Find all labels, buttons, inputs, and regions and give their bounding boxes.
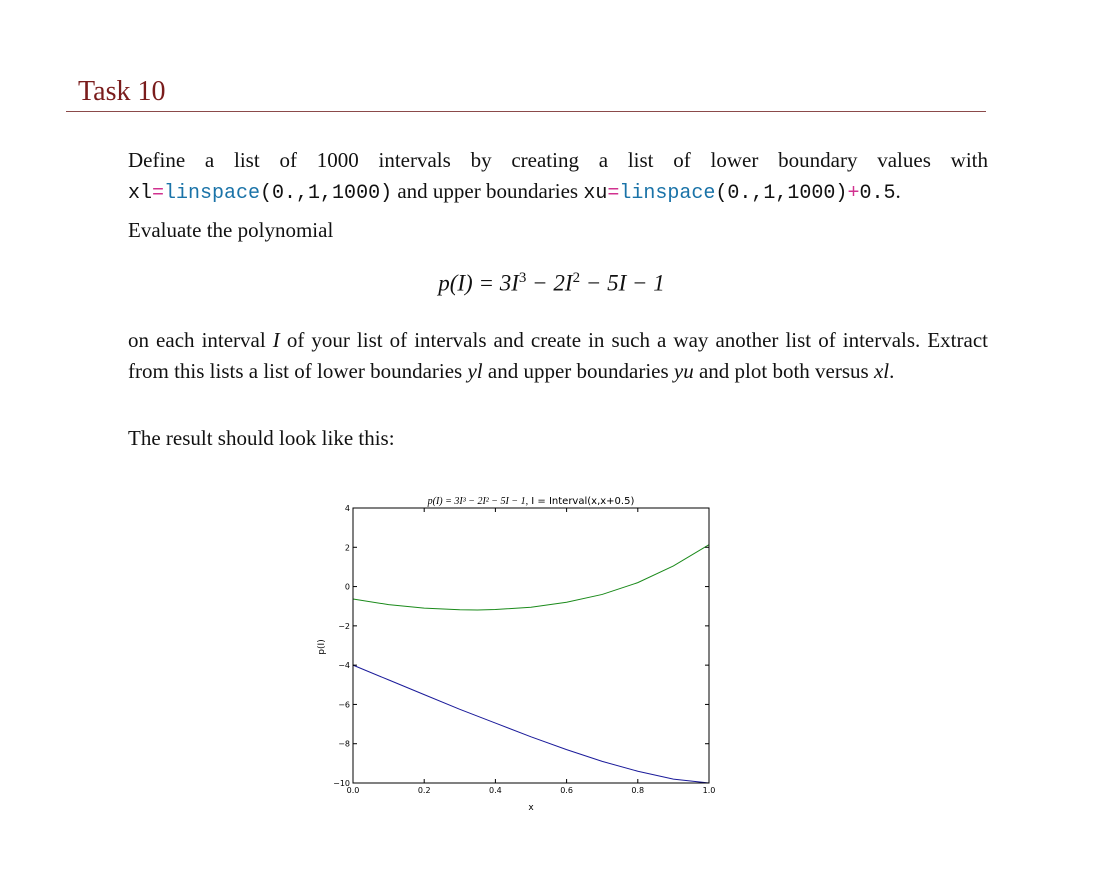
polynomial-formula bbox=[0, 270, 1103, 297]
plot-frame bbox=[353, 508, 709, 783]
y-tick-label: −2 bbox=[338, 621, 350, 631]
paragraph-each-interval bbox=[128, 325, 988, 387]
code-args: (0.,1,1000) bbox=[260, 182, 393, 205]
polynomial-chart bbox=[300, 490, 740, 820]
paragraph-text: of your list of intervals and create in such a way another list of intervals. Extract from this lists a list of lower boundaries bbox=[128, 328, 988, 383]
code-operator: = bbox=[152, 182, 165, 205]
x-tick-label: 0.6 bbox=[560, 786, 573, 795]
title-divider bbox=[66, 111, 986, 112]
y-tick-label: −10 bbox=[333, 779, 350, 788]
series-line-1 bbox=[353, 545, 709, 610]
paragraph-result: The result should look like this: bbox=[128, 426, 395, 450]
math-symbol: xl bbox=[873, 359, 890, 383]
x-tick-label: 0.0 bbox=[346, 786, 360, 795]
y-tick-label: −8 bbox=[338, 739, 350, 749]
paragraph-evaluate: Evaluate the polynomial bbox=[128, 218, 334, 242]
series-line-2 bbox=[353, 665, 709, 783]
code-value: 0.5 bbox=[859, 182, 896, 205]
paragraph-define-intervals bbox=[128, 145, 988, 209]
paragraph-text: and upper boundaries bbox=[392, 179, 584, 203]
y-tick-label: 4 bbox=[344, 504, 350, 513]
math-symbol: yl bbox=[467, 359, 483, 383]
x-tick-label: 0.4 bbox=[489, 786, 502, 795]
formula-part: − 5I − 1 bbox=[580, 270, 665, 296]
math-symbol: I bbox=[272, 328, 280, 352]
y-tick-label: 2 bbox=[344, 543, 350, 553]
formula-exponent: 3 bbox=[518, 270, 527, 286]
formula-part: − 2I bbox=[526, 270, 573, 296]
code-function: linspace bbox=[164, 182, 261, 205]
x-tick-label: 0.8 bbox=[631, 786, 645, 795]
y-tick-label: −4 bbox=[338, 661, 350, 671]
code-var-xu: xu bbox=[583, 182, 608, 205]
x-axis-label: x bbox=[528, 803, 534, 813]
paragraph-text: on each interval bbox=[128, 328, 273, 352]
code-operator: = bbox=[607, 182, 620, 205]
plot-area bbox=[333, 504, 715, 795]
x-tick-label: 1.0 bbox=[702, 786, 716, 795]
code-operator: + bbox=[847, 182, 860, 205]
code-var-xl: xl bbox=[128, 182, 153, 205]
formula-exponent: 2 bbox=[572, 270, 581, 286]
chart-title bbox=[427, 496, 635, 507]
formula-part: p(I) = 3I bbox=[438, 270, 519, 296]
paragraph-line: Define a list of 1000 intervals by creating a list of lower boundary values with bbox=[128, 148, 988, 172]
paragraph-text: and upper boundaries bbox=[482, 359, 674, 383]
math-symbol: yu bbox=[673, 359, 694, 383]
paragraph-text: and plot both versus bbox=[693, 359, 874, 383]
code-args: (0.,1,1000) bbox=[715, 182, 848, 205]
chart-title-text: I = Interval(x,x+0.5) bbox=[528, 496, 635, 507]
chart-svg bbox=[300, 490, 740, 820]
y-tick-label: 0 bbox=[344, 582, 350, 592]
y-tick-label: −6 bbox=[338, 700, 350, 710]
chart-title-math: p(I) = 3I³ − 2I² − 5I − 1, bbox=[427, 496, 529, 507]
x-tick-label: 0.2 bbox=[417, 786, 431, 795]
y-axis-label: p(I) bbox=[317, 639, 327, 655]
code-function: linspace bbox=[619, 182, 716, 205]
paragraph-text: . bbox=[895, 179, 901, 203]
paragraph-text: . bbox=[889, 359, 895, 383]
slide-title: Task 10 bbox=[78, 76, 166, 107]
paragraph-line-code bbox=[128, 176, 988, 209]
